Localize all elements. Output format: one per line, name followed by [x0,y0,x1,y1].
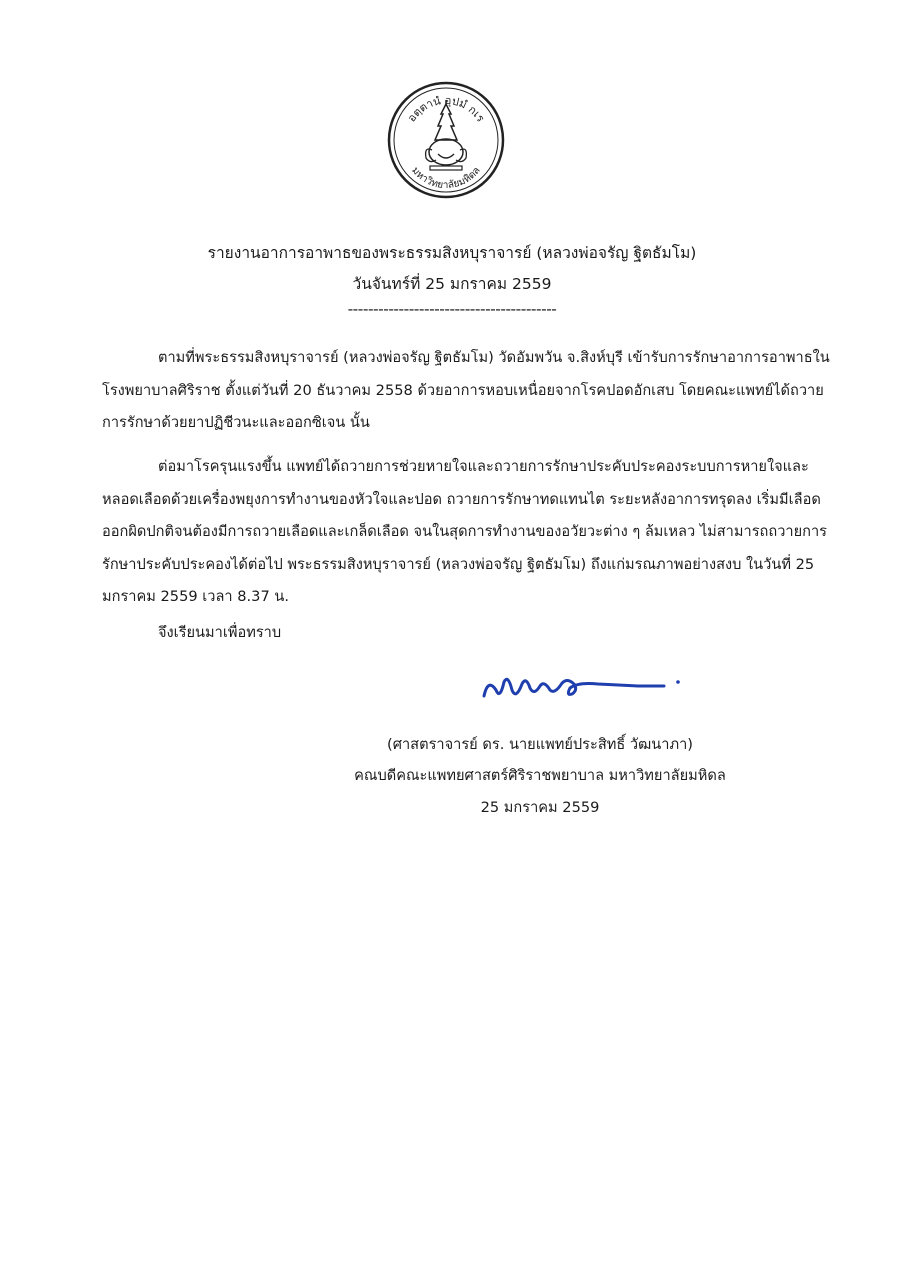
mahidol-university-seal [386,80,506,200]
signer-name: (ศาสตราจารย์ ดร. นายแพทย์ประสิทธิ์ วัฒนาภา) [387,736,693,753]
closing-text: จึงเรียนมาเพื่อทราบ [158,624,282,641]
signer-position: คณบดีคณะแพทยศาสตร์ศิริราชพยาบาล มหาวิทยาลัยมหิดล [354,767,726,784]
signature-date: 25 มกราคม 2559 [480,799,600,816]
report-title: รายงานอาการอาพาธของพระธรรมสิงหบุราจารย์ (หลวงพ่อจรัญ ฐิตธัมโม) [207,244,697,262]
seal-bottom-text: มหาวิทยาลัยมหิดล [409,165,483,192]
paragraph-1 [102,342,838,440]
paragraph-1-text: ตามที่พระธรรมสิงหบุราจารย์ (หลวงพ่อจรัญ ฐิตธัมโม) วัดอัมพวัน จ.สิงห์บุรี เข้ารับการรักษาอาการอาพาธในโรงพยาบาลศิริราช ตั้งแต่วันที่ 20 ธันวาคม 2558 ด้วยอาการหอบเหนื่อยจากโรคปอดอักเสบ โดยคณะแพทย์ได้ถวายการรักษาด้วยยาปฏิชีวนะและออกซิเจน นั้น [102,349,830,431]
svg-text:อตฺตานํ อุปมํ กเร [405,94,487,125]
paragraph-3 [102,617,838,650]
paragraph-2-text: ต่อมาโรครุนแรงขึ้น แพทย์ได้ถวายการช่วยหายใจและถวายการรักษาประคับประคองระบบการหายใจและหลอดเลือดด้วยเครื่องพยุงการทำงานของหัวใจและปอด ถวายการรักษาทดแทนไต ระยะหลังอาการทรุดลง เริ่มมีเลือดออกผิดปกติจนต้องมีการถวายเลือดและเกล็ดเลือด จนในสุดการทำงานของอวัยวะต่าง ๆ ล้มเหลว ไม่สามารถถวายการรักษาประคับประคองได้ต่อไป พระธรรมสิงหบุราจารย์ (หลวงพ่อจรัญ ฐิตธัมโม) ถึงแก่มรณภาพอย่างสงบ ในวันที่ 25 มกราคม 2559 เวลา 8.37 น. [102,458,828,605]
report-date: วันจันทร์ที่ 25 มกราคม 2559 [352,275,552,293]
svg-text:มหาวิทยาลัยมหิดล [409,165,483,191]
divider-line: ----------------------------------------- [347,300,557,318]
handwritten-signature [478,660,688,710]
seal-top-text: อตฺตานํ อุปมํ กเร [404,93,488,125]
paragraph-2 [102,451,838,614]
